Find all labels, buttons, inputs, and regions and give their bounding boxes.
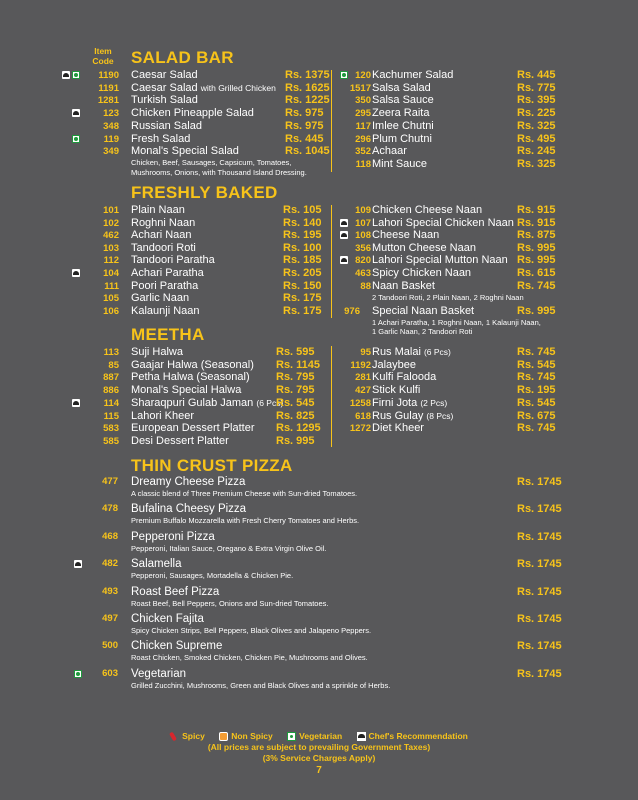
item-name-text: Petha Halwa (Seasonal) [131, 371, 250, 384]
legend-non-spicy [219, 731, 273, 741]
item-code: 123 [103, 108, 119, 120]
item-code: 618 [355, 410, 371, 422]
item-price: Rs. 195 [283, 229, 322, 242]
item-code: 115 [103, 410, 119, 422]
item-price: Rs. 150 [283, 279, 322, 292]
baked-divider [331, 205, 332, 318]
item-code: 352 [355, 146, 371, 158]
item-price: Rs. 195 [517, 384, 556, 397]
item-icons [72, 399, 82, 408]
legend-vegetarian-label: Vegetarian [299, 730, 343, 741]
item-icons [72, 109, 82, 118]
item-price: Rs. 1145 [276, 358, 321, 371]
item-price: Rs. 1745 [517, 530, 562, 543]
item-price: Rs. 745 [517, 279, 556, 292]
item-name [131, 107, 254, 120]
item-description: Roast Chicken, Smoked Chicken, Chicken Pie, Mushrooms and Olives. [131, 653, 368, 663]
item-name [131, 305, 200, 318]
item-code: 493 [102, 585, 118, 597]
item-name-text: Lahori Special Chicken Naan [372, 216, 514, 229]
item-name-text: Poori Paratha [131, 279, 199, 292]
item-price: Rs. 1745 [517, 640, 562, 653]
item-price: Rs. 745 [517, 371, 556, 384]
item-name [131, 435, 229, 448]
item-price: Rs. 1745 [517, 667, 562, 680]
item-name [372, 397, 447, 410]
item-price: Rs. 325 [517, 119, 556, 132]
chef-hat-icon [340, 231, 348, 239]
item-price: Rs. 1045 [285, 145, 330, 158]
item-code: 603 [102, 667, 118, 679]
item-code: 107 [355, 217, 371, 229]
item-name-text: Desi Dessert Platter [131, 434, 229, 447]
item-code: 1272 [349, 423, 371, 435]
section-title-salad-bar: SALAD BAR [131, 48, 234, 67]
item-price: Rs. 1745 [517, 558, 562, 571]
item-price: Rs. 205 [283, 267, 322, 279]
item-price: Rs. 825 [276, 409, 315, 422]
vegetarian-icon [72, 135, 80, 143]
item-price: Rs. 975 [285, 107, 324, 120]
item-name [131, 82, 276, 95]
legend-vegetarian [287, 731, 342, 741]
item-code: 111 [104, 280, 119, 292]
item-code: 281 [355, 372, 371, 384]
vegetarian-icon [287, 732, 296, 741]
item-code: 500 [102, 640, 118, 652]
item-name-text: Russian Salad [131, 119, 202, 132]
item-name [131, 145, 239, 158]
item-name-suffix: (6 Pcs) [256, 397, 284, 408]
item-name [131, 292, 189, 305]
item-price: Rs. 675 [517, 409, 556, 422]
legend-spicy [170, 731, 205, 741]
item-price: Rs. 795 [276, 371, 315, 384]
item-name-text: Naan Basket [372, 279, 435, 292]
legend-chef-label: Chef's Recommendation [368, 730, 468, 741]
item-code: 468 [102, 530, 118, 542]
item-name-text: Caesar Salad [131, 69, 198, 81]
chef-hat-icon [62, 71, 70, 79]
item-code: 1191 [98, 82, 119, 94]
vegetarian-icon [72, 71, 80, 79]
item-code: 113 [103, 347, 119, 358]
item-name-text: Mutton Cheese Naan [372, 241, 476, 254]
item-code: 119 [103, 133, 119, 145]
item-description: Roast Beef, Bell Peppers, Onions and Sun-dried Tomatoes. [131, 598, 329, 608]
page-number: 7 [316, 765, 322, 776]
item-name [372, 82, 431, 95]
item-name-text: Stick Kulfi [372, 384, 421, 397]
item-price: Rs. 225 [517, 107, 556, 120]
chef-hat-icon [357, 732, 366, 741]
item-icons [62, 71, 82, 80]
item-name [372, 384, 420, 397]
item-code: 1517 [349, 82, 371, 94]
item-description: Mushrooms, Onions, with Thousand Island Dressing. [131, 167, 307, 177]
item-name-text: Achaar [372, 145, 407, 158]
item-price: Rs. 995 [517, 241, 556, 254]
item-code: 106 [103, 305, 119, 317]
item-name-text: Caesar Salad [131, 81, 198, 94]
item-code: 109 [355, 205, 371, 216]
item-name-text: Garlic Naan [131, 292, 190, 305]
chef-hat-icon [340, 219, 348, 227]
item-name [131, 120, 202, 133]
item-name [372, 422, 424, 435]
item-name-text: Turkish Salad [131, 94, 198, 107]
item-name-text: Achari Paratha [131, 267, 204, 279]
item-price: Rs. 105 [283, 204, 322, 216]
item-code: 85 [108, 359, 119, 371]
item-code: 497 [102, 613, 118, 624]
item-name [372, 242, 476, 255]
item-name: Roast Beef Pizza [131, 585, 220, 598]
item-code: 886 [103, 385, 119, 397]
item-code: 348 [103, 120, 119, 132]
item-icons [74, 670, 84, 679]
legend-non-spicy-label: Non Spicy [231, 730, 273, 741]
item-code: 462 [103, 230, 119, 242]
item-name-text: Rus Malai [372, 346, 421, 358]
item-icons [340, 231, 350, 240]
item-name [131, 242, 196, 255]
item-name-text: Imlee Chutni [372, 119, 434, 132]
item-code: 108 [355, 230, 371, 242]
item-price: Rs. 545 [276, 396, 315, 409]
item-code: 95 [360, 347, 371, 358]
item-code: 104 [103, 268, 119, 279]
item-code: 349 [103, 146, 119, 158]
item-name-text: Tandoori Roti [131, 241, 196, 254]
item-code: 112 [103, 255, 119, 267]
item-price: Rs. 995 [276, 434, 315, 447]
item-name-text: Plum Chutni [372, 132, 432, 145]
item-code: 356 [355, 242, 371, 254]
item-price: Rs. 1225 [285, 94, 330, 107]
item-name-text: Sharaqpuri Gulab Jaman [131, 396, 254, 409]
item-code: 101 [103, 205, 119, 216]
item-code: 1190 [98, 70, 119, 81]
item-name [372, 410, 453, 423]
item-name [131, 69, 198, 82]
item-price: Rs. 1375 [285, 69, 330, 81]
item-name-text: Lahori Special Mutton Naan [372, 254, 508, 267]
item-name [372, 217, 514, 230]
item-name-text: Fresh Salad [131, 132, 191, 145]
item-price: Rs. 775 [517, 81, 556, 94]
item-code: 887 [103, 372, 119, 384]
chef-hat-icon [72, 269, 80, 277]
item-description: Pepperoni, Sausages, Mortadella & Chicken Pie. [131, 571, 294, 581]
item-name [131, 254, 215, 267]
item-name-text: Achari Naan [131, 229, 192, 242]
item-icons [340, 219, 350, 228]
item-name: Chicken Fajita [131, 613, 204, 625]
item-code: 1258 [349, 397, 371, 409]
vegetarian-icon [340, 71, 348, 79]
item-name [131, 267, 204, 280]
chef-hat-icon [74, 560, 82, 568]
item-price: Rs. 975 [285, 119, 324, 132]
item-name-text: Salsa Salad [372, 81, 431, 94]
item-price: Rs. 615 [517, 267, 556, 279]
service-note: (3% Service Charges Apply) [262, 753, 376, 763]
item-name [372, 346, 451, 359]
item-name-text: Kalaunji Naan [131, 304, 200, 317]
item-description: Pepperoni, Italian Sauce, Oregano & Extra Virgin Olive Oil. [131, 543, 327, 553]
item-code: 585 [103, 435, 119, 447]
item-name [372, 254, 508, 267]
item-price: Rs. 545 [517, 396, 556, 409]
item-name: Bufalina Cheesy Pizza [131, 503, 247, 516]
item-name-text: Monal's Special Halwa [131, 384, 242, 397]
item-name [372, 267, 471, 280]
item-name-suffix: (6 Pcs) [423, 347, 451, 357]
item-name [372, 371, 436, 384]
chef-hat-icon [340, 256, 348, 264]
item-name-suffix: with Grilled Chicken [200, 82, 276, 93]
item-name-text: Kachumer Salad [372, 69, 454, 81]
item-price: Rs. 175 [283, 304, 322, 317]
section-title-meetha: MEETHA [131, 325, 205, 344]
item-name [131, 384, 241, 397]
item-price: Rs. 445 [285, 132, 324, 145]
item-name-text: Lahori Kheer [131, 409, 194, 422]
item-code: 477 [102, 476, 118, 487]
item-name [131, 217, 195, 230]
item-code-label: Item Code [92, 46, 114, 66]
item-price: Rs. 245 [517, 145, 556, 158]
item-code: 105 [103, 293, 119, 305]
item-name-text: European Dessert Platter [131, 422, 255, 435]
item-name [372, 229, 439, 242]
item-name-text: Mint Sauce [372, 157, 428, 170]
item-price: Rs. 745 [517, 422, 556, 435]
item-code: 118 [355, 158, 371, 170]
item-price: Rs. 100 [283, 241, 322, 254]
item-icons [72, 269, 82, 278]
item-price: Rs. 325 [517, 157, 556, 170]
item-price: Rs. 915 [517, 204, 556, 216]
item-name-text: Salsa Sauce [372, 94, 434, 107]
item-name [372, 158, 427, 171]
item-code: 102 [103, 217, 119, 229]
item-price: Rs. 995 [517, 254, 556, 267]
meetha-divider [331, 346, 332, 447]
section-title-freshly-baked: FRESHLY BAKED [131, 183, 278, 202]
item-price: Rs. 1745 [517, 503, 562, 516]
item-price: Rs. 595 [276, 346, 315, 358]
item-icons [340, 71, 350, 80]
item-description: 1 Garlic Naan, 2 Tandoori Roti [372, 327, 473, 336]
item-code: 350 [355, 95, 371, 107]
section-title-pizza: THIN CRUST PIZZA [131, 456, 293, 475]
item-code: 482 [102, 558, 118, 570]
item-icons [74, 560, 84, 569]
item-price: Rs. 915 [517, 216, 556, 229]
item-name: Salamella [131, 558, 182, 571]
item-price: Rs. 545 [517, 358, 556, 371]
tax-note: (All prices are subject to prevailing Government Taxes) [207, 742, 431, 752]
item-name-text: Rus Gulay [372, 409, 424, 422]
item-name [131, 371, 250, 384]
item-description: 2 Tandoori Roti, 2 Plain Naan, 2 Roghni Naan [372, 293, 524, 302]
item-name: Vegetarian [131, 667, 186, 680]
item-name [131, 346, 183, 359]
item-name-text: Cheese Naan [372, 229, 440, 242]
legend [0, 730, 638, 741]
item-price: Rs. 1745 [517, 476, 562, 488]
item-name-text: Plain Naan [131, 204, 185, 216]
chili-icon [170, 732, 179, 741]
item-price: Rs. 1625 [285, 81, 330, 94]
vegetarian-icon [74, 670, 82, 678]
item-name [131, 229, 192, 242]
item-code: 88 [360, 280, 371, 292]
item-name [131, 280, 198, 293]
item-price: Rs. 140 [283, 216, 322, 229]
item-name [372, 145, 407, 158]
item-name [372, 359, 416, 372]
item-price: Rs. 745 [517, 346, 556, 358]
item-description: Chicken, Beef, Sausages, Capsicum, Tomatoes, [131, 158, 292, 167]
item-code: 103 [103, 242, 119, 254]
item-name-text: Gaajar Halwa (Seasonal) [131, 358, 254, 371]
item-price: Rs. 395 [517, 94, 556, 107]
legend-chef [357, 731, 468, 741]
item-code: 427 [355, 385, 371, 397]
item-name-text: Tandoori Paratha [131, 254, 215, 267]
item-code: 1192 [350, 359, 371, 371]
item-code: 120 [355, 70, 371, 81]
item-code: 117 [355, 120, 371, 132]
item-name: Dreamy Cheese Pizza [131, 476, 246, 488]
item-description: A classic blend of Three Premium Cheese with Sun-dried Tomatoes. [131, 489, 358, 498]
item-name [372, 94, 434, 107]
item-price: Rs. 1295 [276, 422, 321, 435]
item-icons [72, 135, 82, 144]
item-name: Pepperoni Pizza [131, 530, 215, 543]
item-name-text: Monal's Special Salad [131, 145, 239, 158]
salad-divider [331, 70, 332, 172]
item-name-text: Zeera Raita [372, 107, 430, 120]
item-name-text: Jalaybee [372, 358, 417, 371]
item-name: Special Naan Basket [372, 305, 475, 317]
item-price: Rs. 1745 [517, 613, 562, 625]
item-price: Rs. 995 [517, 305, 556, 317]
item-price: Rs. 875 [517, 229, 556, 242]
item-name [131, 133, 190, 146]
item-name [372, 204, 482, 217]
item-price: Rs. 175 [283, 292, 322, 305]
item-description: Grilled Zucchini, Mushrooms, Green and Black Olives and a sprinkle of Herbs. [131, 680, 391, 690]
item-name-text: Suji Halwa [131, 346, 183, 358]
item-name [372, 120, 434, 133]
item-price: Rs. 1745 [517, 585, 562, 598]
item-name [131, 204, 185, 217]
item-name [131, 94, 198, 107]
item-name-suffix: (2 Pcs) [420, 397, 448, 408]
item-price: Rs. 185 [283, 254, 322, 267]
item-name [372, 69, 453, 82]
item-code: 114 [103, 397, 119, 409]
item-code: 296 [355, 133, 371, 145]
item-name: Chicken Supreme [131, 640, 223, 653]
item-description: Spicy Chicken Strips, Bell Peppers, Black Olives and Jalapeno Peppers. [131, 626, 372, 635]
item-name-suffix: (8 Pcs) [426, 410, 454, 421]
item-name-text: Roghni Naan [131, 216, 196, 229]
item-name [372, 280, 435, 293]
chef-hat-icon [72, 109, 80, 117]
item-price: Rs. 445 [517, 69, 556, 81]
item-code: 463 [355, 268, 371, 279]
item-name [131, 359, 254, 372]
item-code: 820 [355, 255, 371, 267]
item-description: Premium Buffalo Mozzarella with Fresh Cherry Tomatoes and Herbs. [131, 516, 360, 526]
item-name-text: Diet Kheer [372, 422, 424, 435]
item-name [131, 422, 255, 435]
item-name-text: Chicken Pineapple Salad [131, 107, 254, 120]
item-price: Rs. 795 [276, 384, 315, 397]
item-name-text: Firni Jota [372, 396, 418, 409]
item-name [131, 397, 283, 410]
item-code: 1281 [97, 95, 119, 107]
chef-hat-icon [72, 399, 80, 407]
item-code: 478 [102, 503, 118, 515]
item-name-text: Spicy Chicken Naan [372, 267, 472, 279]
item-icons [340, 256, 350, 265]
item-name-text: Kulfi Falooda [372, 371, 437, 384]
item-code: 976 [344, 306, 360, 317]
item-code: 295 [355, 108, 371, 120]
item-name-text: Chicken Cheese Naan [372, 204, 483, 216]
item-name [372, 107, 429, 120]
item-description: 1 Achari Paratha, 1 Roghni Naan, 1 Kalaunji Naan, [372, 318, 541, 327]
item-code: 583 [103, 423, 119, 435]
item-price: Rs. 495 [517, 132, 556, 145]
legend-spicy-label: Spicy [182, 730, 205, 741]
non-spicy-icon [219, 732, 228, 741]
item-name [372, 133, 432, 146]
item-name [131, 410, 194, 423]
